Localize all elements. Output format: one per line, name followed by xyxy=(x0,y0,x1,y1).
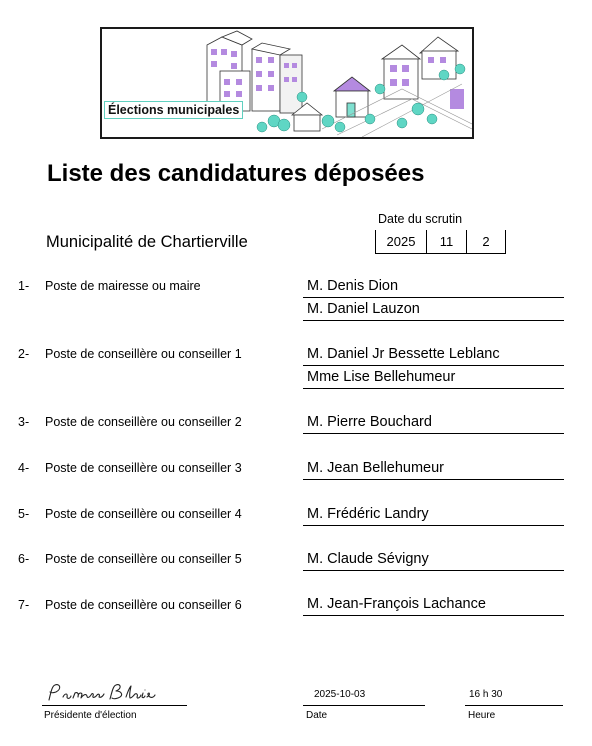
position-number: 7- xyxy=(18,598,30,612)
time-line xyxy=(465,705,563,706)
signature-date-value: 2025-10-03 xyxy=(314,689,366,700)
position-title: Poste de conseillère ou conseiller 6 xyxy=(45,598,242,612)
candidate-name: M. Daniel Jr Bessette Leblanc xyxy=(303,344,564,366)
position-number: 1- xyxy=(18,279,30,293)
election-date-label: Date du scrutin xyxy=(378,212,463,226)
candidate-name: M. Jean Bellehumeur xyxy=(303,458,564,480)
candidate-name: M. Jean-François Lachance xyxy=(303,594,564,616)
election-date-month: 11 xyxy=(426,230,466,254)
position-number: 4- xyxy=(18,461,30,475)
position-number: 5- xyxy=(18,507,30,521)
position-title: Poste de conseillère ou conseiller 1 xyxy=(45,347,242,361)
position-title: Poste de conseillère ou conseiller 5 xyxy=(45,552,242,566)
candidate-name: M. Daniel Lauzon xyxy=(303,299,564,321)
position-number: 2- xyxy=(18,347,30,361)
elections-banner xyxy=(100,27,474,139)
position-number: 3- xyxy=(18,415,30,429)
candidate-name: M. Claude Sévigny xyxy=(303,549,564,571)
position-title: Poste de conseillère ou conseiller 2 xyxy=(45,415,242,429)
municipality-name: Municipalité de Chartierville xyxy=(46,233,248,251)
date-line xyxy=(303,705,425,706)
page-title: Liste des candidatures déposées xyxy=(47,160,425,187)
candidate-name: M. Frédéric Landry xyxy=(303,504,564,526)
election-date-year: 2025 xyxy=(375,230,426,254)
signature-line xyxy=(42,705,187,706)
candidate-name: M. Denis Dion xyxy=(303,276,564,298)
position-title: Poste de conseillère ou conseiller 3 xyxy=(45,461,242,475)
position-title: Poste de mairesse ou maire xyxy=(45,279,201,293)
election-date-day: 2 xyxy=(466,230,506,254)
time-label: Heure xyxy=(468,710,496,721)
banner-label: Élections municipales xyxy=(104,101,243,119)
date-label: Date xyxy=(306,710,328,721)
signature-label: Présidente d'élection xyxy=(44,710,137,721)
candidate-name: Mme Lise Bellehumeur xyxy=(303,367,564,389)
candidate-name: M. Pierre Bouchard xyxy=(303,412,564,434)
signature-time-value: 16 h 30 xyxy=(469,689,503,700)
position-number: 6- xyxy=(18,552,30,566)
position-title: Poste de conseillère ou conseiller 4 xyxy=(45,507,242,521)
city-illustration xyxy=(102,29,472,137)
